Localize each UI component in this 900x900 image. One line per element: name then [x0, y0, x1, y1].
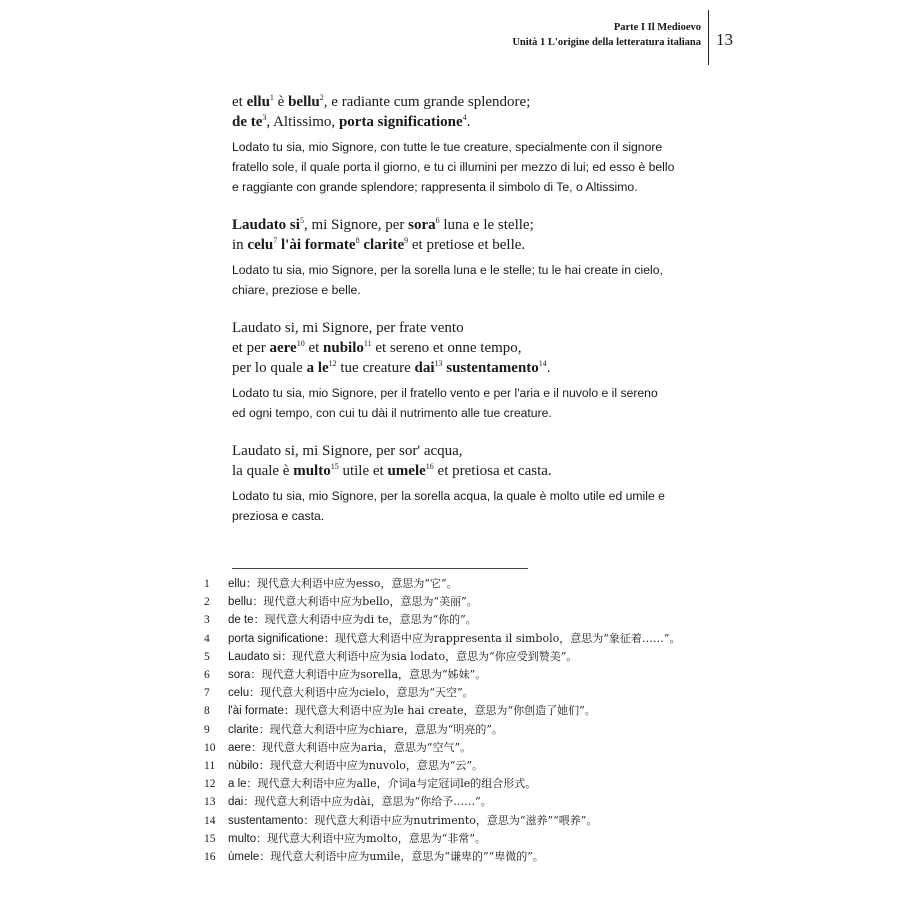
- footnote-number: 12: [204, 778, 216, 791]
- footnote-ref: 15: [330, 462, 339, 471]
- translation-line: Lodato tu sia, mio Signore, con tutte le tue creature, specialmente con il signore: [232, 140, 663, 154]
- glossed-term: sora: [408, 217, 436, 233]
- footnote-item: [204, 575, 724, 593]
- footnote-gloss: ：现代意大利语中应为nutrimento，意思为“滋养”“喂养”。: [303, 813, 598, 827]
- running-header: [512, 20, 701, 50]
- verse-text: Laudato si, mi Signore, per sor' acqua,: [232, 443, 463, 459]
- footnote-number: 4: [204, 632, 210, 645]
- footnote-item: [204, 593, 724, 611]
- glossed-term: de te: [232, 114, 263, 130]
- verse-text: tue creature: [336, 360, 415, 376]
- stanza-gap: [232, 197, 702, 215]
- glossed-term: porta significatione: [338, 114, 463, 130]
- translation-line: ed ogni tempo, con cui tu dài il nutrimento alle tue creature.: [232, 406, 552, 420]
- translation-line: Lodato tu sia, mio Signore, per la sorella luna e le stelle; tu le hai create in cielo,: [232, 263, 663, 277]
- footnote-term: sustentamento: [228, 814, 304, 827]
- footnote-ref: 3: [262, 113, 267, 122]
- glossed-term: bellu: [288, 94, 320, 110]
- verse-text: .: [466, 114, 471, 130]
- verse-line: [232, 358, 702, 378]
- verse-text: .: [546, 360, 551, 376]
- verse-text: Laudato si, mi Signore, per frate vento: [232, 320, 464, 336]
- footnote-ref: 1: [269, 93, 274, 102]
- footnote-ref: 4: [462, 113, 467, 122]
- footnote-item: [204, 757, 724, 775]
- footnote-ref: 7: [273, 236, 278, 245]
- translation-line: chiare, preziose e belle.: [232, 283, 361, 297]
- footnote-gloss: ：现代意大利语中应为dài，意思为“你给予……”。: [243, 795, 492, 809]
- modern-translation: [232, 137, 702, 197]
- stanza: [232, 318, 702, 423]
- header-part: Parte I Il Medioevo: [613, 22, 701, 33]
- footnote-item: [204, 702, 724, 720]
- glossed-term: sustentamento: [446, 360, 539, 376]
- verse-text: , Altissimo,: [266, 114, 339, 130]
- header-divider: [708, 10, 709, 65]
- verse-line: [232, 215, 702, 235]
- footnote-gloss: ：现代意大利语中应为le hai create，意思为“你创造了她们”。: [283, 704, 596, 718]
- footnote-gloss: ：现代意大利语中应为esso，意思为“它”。: [245, 577, 458, 590]
- glossed-term: celu: [247, 237, 274, 253]
- footnote-term: nùbilo: [228, 760, 259, 773]
- glossed-term: ellu: [246, 94, 270, 110]
- verse-text: , e radiante cum grande splendore;: [323, 94, 531, 110]
- glossed-term: aere: [269, 340, 297, 356]
- footnote-number: 8: [204, 705, 210, 718]
- footnote-term: porta significatione: [228, 632, 324, 645]
- modern-translation: [232, 260, 702, 300]
- footnote-number: 6: [204, 669, 210, 682]
- glossed-term: Laudato si: [232, 217, 300, 233]
- footnote-gloss: ：现代意大利语中应为cielo，意思为“天空”。: [249, 686, 474, 700]
- verse-text: , mi Signore, per: [303, 217, 409, 233]
- footnote-term: dai: [228, 796, 244, 809]
- translation-line: preziosa e casta.: [232, 509, 325, 523]
- verse-line: [232, 461, 702, 481]
- footnote-term: celu: [228, 687, 250, 700]
- footnote-term: Laudato si: [228, 650, 282, 663]
- footnote-item: [204, 739, 724, 757]
- verse-text: et: [304, 340, 324, 356]
- footnote-gloss: ：现代意大利语中应为sia lodato，意思为“你应受到赞美”。: [281, 649, 578, 663]
- translation-line: Lodato tu sia, mio Signore, per la sorella acqua, la quale è molto utile ed umile e: [232, 489, 665, 503]
- page-number: 13: [716, 30, 733, 49]
- footnote-item: [204, 611, 724, 629]
- footnote-item: [204, 684, 724, 702]
- footnote-ref: 2: [319, 93, 324, 102]
- footnote-gloss: ：现代意大利语中应为aria，意思为“空气”。: [251, 740, 472, 754]
- footnote-ref: 11: [363, 339, 372, 348]
- footnote-ref: 14: [538, 359, 547, 368]
- footnote-term: ùmele: [228, 851, 260, 864]
- verse-text: luna e le stelle;: [439, 217, 534, 233]
- footnote-item: [204, 848, 724, 866]
- footnote-divider: [232, 568, 528, 569]
- footnote-term: clarite: [228, 723, 259, 736]
- glossed-term: clarite: [363, 237, 405, 253]
- header-unit: Unità 1 L'origine della letteratura italiana: [512, 37, 701, 48]
- footnote-item: [204, 812, 724, 830]
- stanza-gap: [232, 300, 702, 318]
- modern-translation: [232, 486, 702, 526]
- verse-line: [232, 441, 702, 461]
- stanza: [232, 215, 702, 300]
- footnote-term: de te: [228, 614, 254, 627]
- translation-line: fratello sole, il quale porta il giorno, e tu ci illumini per mezzo di lui; ed esso è bello: [232, 160, 675, 174]
- footnote-term: multo: [228, 832, 257, 845]
- stanza: [232, 441, 702, 526]
- verse-text: la quale è: [232, 463, 294, 479]
- footnote-item: [204, 666, 724, 684]
- footnote-number: 9: [204, 723, 210, 736]
- footnote-gloss: ：现代意大利语中应为di te，意思为“你的”。: [253, 613, 477, 627]
- footnote-ref: 16: [425, 462, 434, 471]
- footnote-gloss: ：现代意大利语中应为sorella，意思为“姊妹”。: [250, 668, 487, 682]
- verse-text: et per: [232, 340, 270, 356]
- footnote-gloss: ：现代意大利语中应为chiare，意思为“明亮的”。: [258, 722, 504, 736]
- glossed-term: nubilo: [323, 340, 364, 356]
- footnote-number: 2: [204, 596, 210, 609]
- footnote-number: 14: [204, 814, 216, 827]
- verse-text: et pretiose et belle.: [408, 237, 526, 253]
- footnote-number: 10: [204, 741, 216, 754]
- verse-line: [232, 318, 702, 338]
- glossed-term: a le: [306, 360, 329, 376]
- verse-text: et: [232, 94, 247, 110]
- footnote-item: [204, 721, 724, 739]
- verse-text: per lo quale: [232, 360, 307, 376]
- footnotes: [204, 575, 724, 866]
- footnote-number: 15: [204, 832, 216, 845]
- footnote-ref: 9: [404, 236, 409, 245]
- stanza-gap: [232, 423, 702, 441]
- footnote-term: sora: [228, 669, 251, 682]
- footnote-ref: 12: [328, 359, 337, 368]
- glossed-term: multo: [293, 463, 331, 479]
- footnote-ref: 5: [299, 216, 304, 225]
- modern-translation: [232, 383, 702, 423]
- verse-text: in: [232, 237, 248, 253]
- footnote-item: [204, 630, 724, 648]
- footnote-gloss: ：现代意大利语中应为molto，意思为“非常”。: [256, 831, 486, 845]
- footnote-gloss: ：现代意大利语中应为bello，意思为“美丽”。: [252, 595, 478, 609]
- footnote-number: 7: [204, 687, 210, 700]
- verse-line: [232, 92, 702, 112]
- footnote-number: 16: [204, 851, 216, 864]
- footnote-ref: 13: [434, 359, 443, 368]
- stanza: [232, 92, 702, 197]
- translation-line: Lodato tu sia, mio Signore, per il fratello vento e per l'aria e il nuvolo e il sereno: [232, 386, 658, 400]
- footnote-number: 3: [204, 614, 210, 627]
- footnote-item: [204, 648, 724, 666]
- footnote-number: 13: [204, 796, 216, 809]
- glossed-term: l'ài formate: [281, 237, 356, 253]
- footnote-ref: 6: [435, 216, 440, 225]
- verse-line: [232, 112, 702, 132]
- verse-text: et pretiosa et casta.: [433, 463, 552, 479]
- footnote-ref: 8: [355, 236, 360, 245]
- footnote-gloss: ：现代意大利语中应为umile，意思为“谦卑的”“卑微的”。: [259, 850, 544, 864]
- footnote-gloss: ：现代意大利语中应为rappresenta il simbolo，意思为“象征着……”。: [323, 631, 681, 645]
- verse-text: et sereno et onne tempo,: [371, 340, 522, 356]
- verse-line: [232, 338, 702, 358]
- footnote-item: [204, 775, 724, 793]
- footnote-gloss: ：现代意大利语中应为alle，介词a与定冠词le的组合形式。: [246, 777, 537, 791]
- poem-body: [232, 92, 702, 526]
- glossed-term: umele: [387, 463, 426, 479]
- footnote-ref: 10: [296, 339, 305, 348]
- footnote-term: l'ài formate: [228, 705, 284, 718]
- verse-line: [232, 235, 702, 255]
- footnote-number: 11: [204, 760, 216, 773]
- footnote-term: aere: [228, 741, 252, 754]
- translation-line: e raggiante con grande splendore; rappresenta il simbolo di Te, o Altissimo.: [232, 180, 638, 194]
- footnote-term: ellu: [228, 578, 246, 590]
- footnote-term: bellu: [228, 596, 253, 609]
- verse-text: utile et: [338, 463, 388, 479]
- footnote-term: a le: [228, 778, 247, 791]
- glossed-term: dai: [414, 360, 435, 376]
- footnote-number: 1: [204, 578, 210, 590]
- footnote-item: [204, 830, 724, 848]
- footnote-number: 5: [204, 650, 210, 663]
- footnote-item: [204, 793, 724, 811]
- footnote-gloss: ：现代意大利语中应为nuvolo，意思为“云”。: [258, 759, 484, 773]
- verse-text: è: [273, 94, 289, 110]
